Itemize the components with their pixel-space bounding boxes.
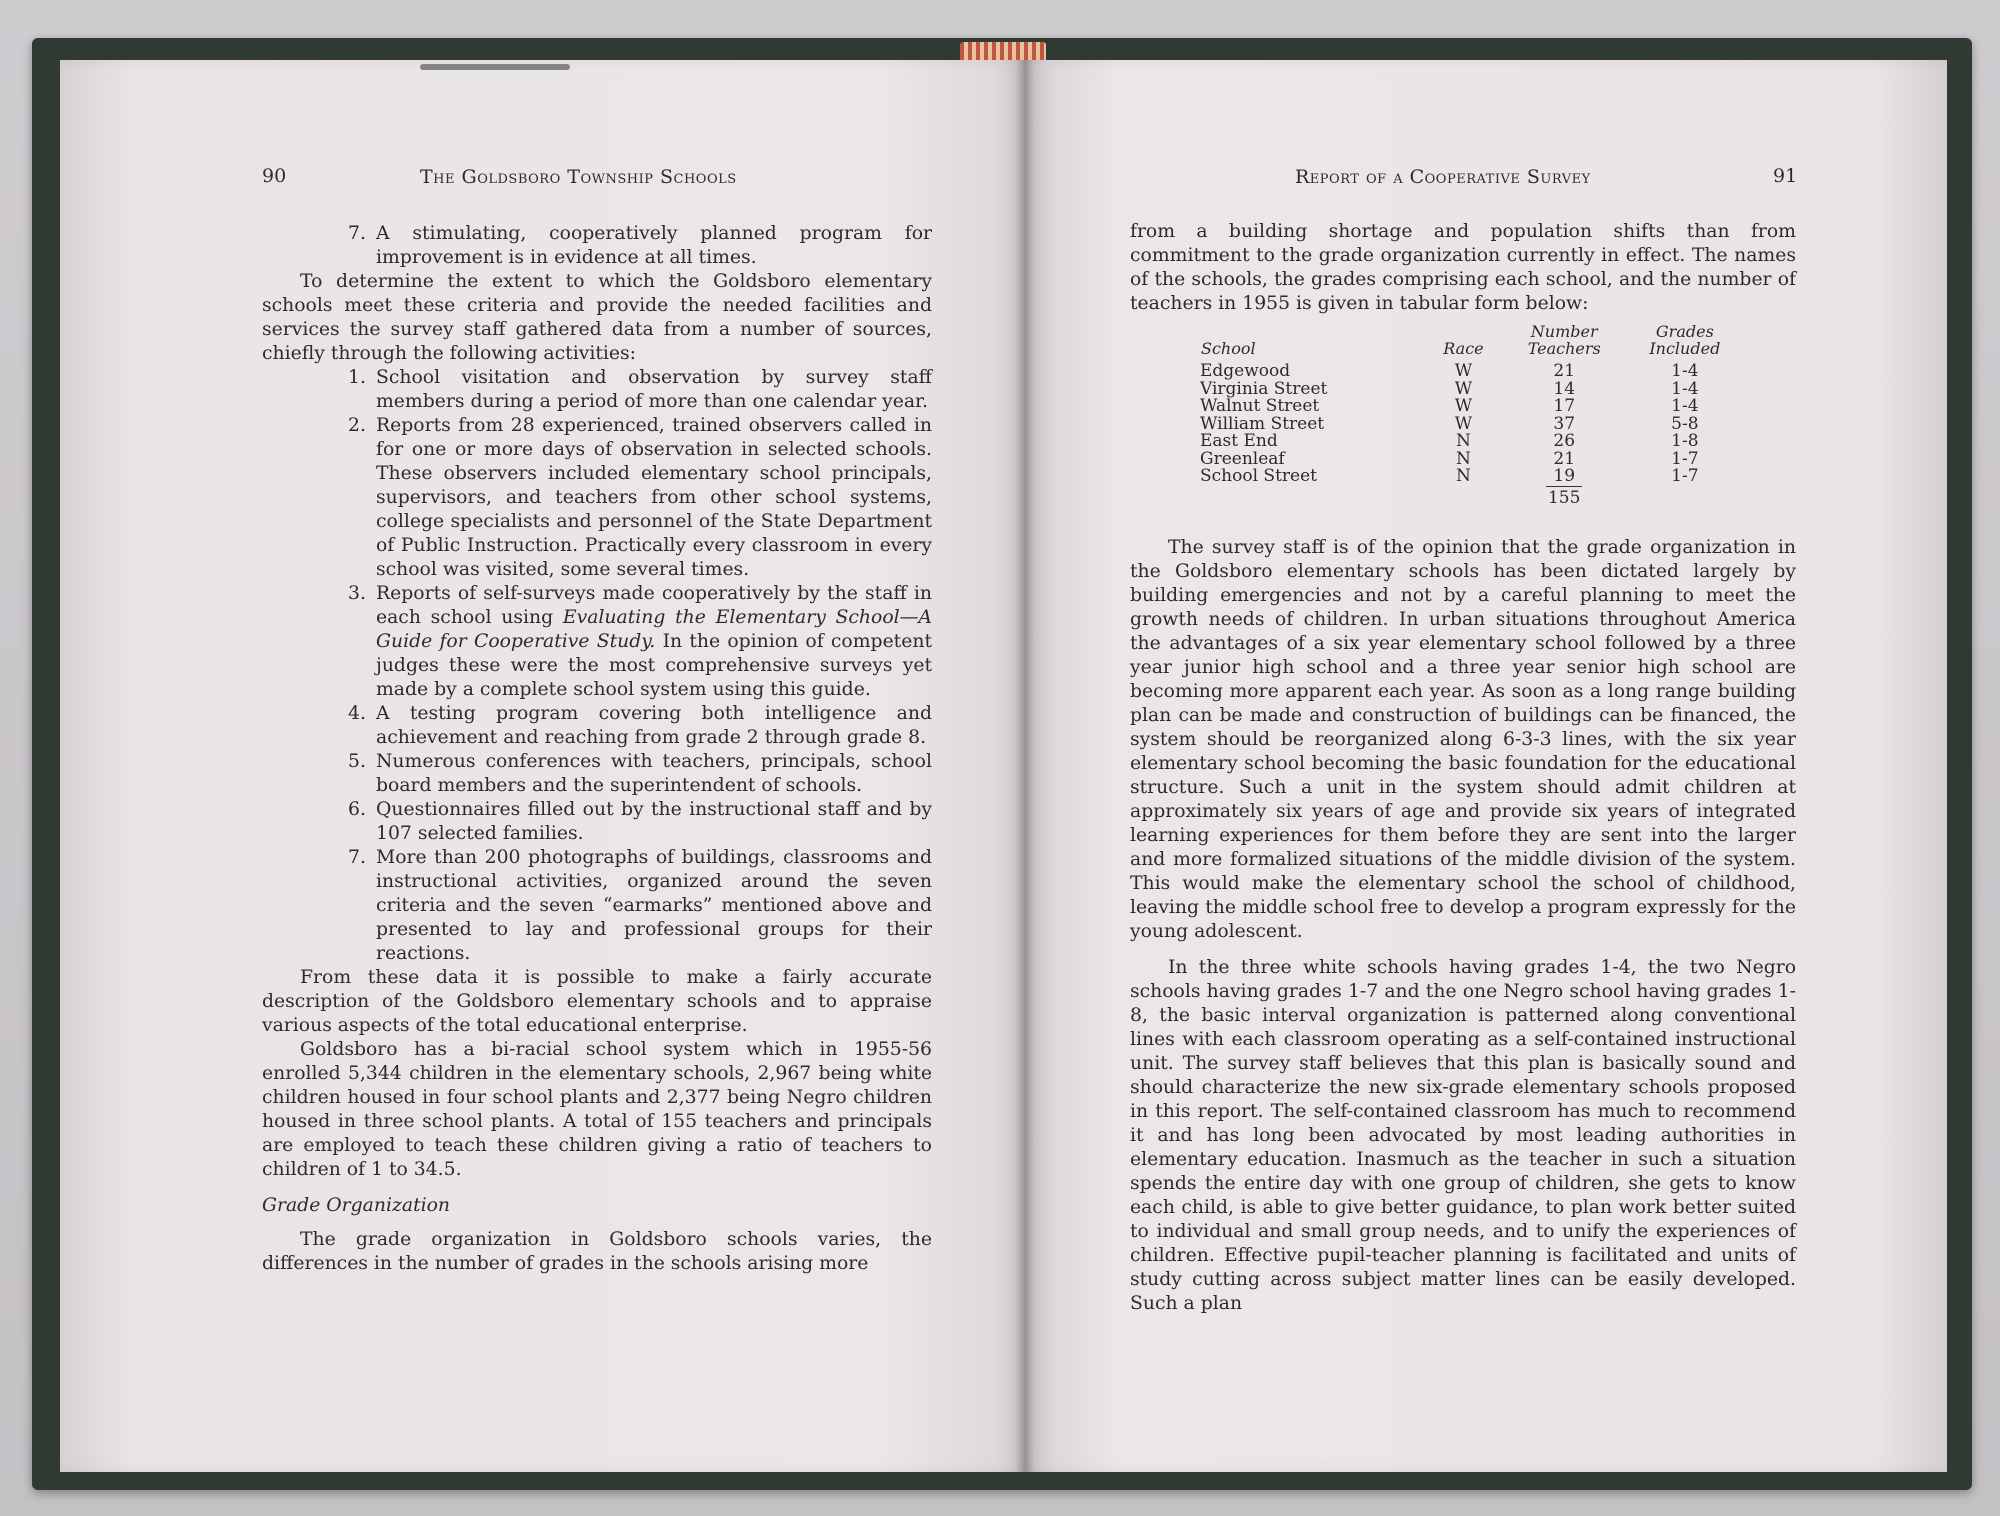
table-row: East End N 26 1-8 (1200, 431, 1699, 451)
table-row: William Street W 37 5-8 (1200, 413, 1699, 434)
list-item: 7. More than 200 photographs of buildings, classrooms and instructional activities, organized around the seven criteria and the seven “earmarks” mentioned above and presented to lay and professional groups for their reactions. (348, 847, 932, 964)
activities-list (262, 366, 932, 966)
paragraph: The grade organization in Goldsboro schools varies, the differences in the number of grades in the schools arising more (262, 1229, 932, 1274)
list-item: 5. Numerous conferences with teachers, principals, school board members and the superintendent of schools. (348, 751, 932, 796)
book-title-citation: Evaluating the Elementary School—A Guide for Cooperative Study. (376, 607, 932, 652)
table-header-row (1200, 322, 1750, 363)
list-item: 1. School visitation and observation by survey staff members during a period of more than one calendar year. (348, 367, 932, 412)
paragraph: From these data it is possible to make a fairly accurate description of the Goldsboro elementary schools and to appraise various aspects of the total educational enterprise. (262, 967, 932, 1036)
right-page-body (1130, 536, 1796, 1316)
header-race: Race (1443, 339, 1484, 358)
paragraph: The survey staff is of the opinion that the grade organization in the Goldsboro elementary schools has been dictated largely by building emergencies and not by a careful planning to meet the growth needs of children. In urban situations throughout America the advantages of a six year elementary school followed by a three year junior high school and a three year senior high school are becoming more apparent each year. As soon as a long range building plan can be made and construction of buildings can be financed, the system should be reorganized along 6-3-3 lines, with the six year elementary school becoming the basic foundation for the educational structure. Such a unit in the system should admit children at approximately six years of age and provide six years of integrated learning experiences for them before they are sent into the larger and more formalized situations of the middle division of the system. This would make the elementary school the school of childhood, leaving the middle school free to develop a program expressly for the young adolescent. (1130, 537, 1796, 942)
right-page-intro (1130, 220, 1796, 316)
teachers-total: 155 (1547, 487, 1581, 508)
table-row: Greenleaf N 21 1-7 (1200, 448, 1699, 469)
table-row: Edgewood W 21 1-4 (1200, 361, 1699, 381)
left-page-number: 90 (262, 165, 287, 187)
header-teachers: Number Teachers (1527, 322, 1601, 358)
list-item: 4. A testing program covering both intelligence and achievement and reaching from grade 2 through grade 8. (348, 703, 932, 748)
header-school: School (1201, 339, 1256, 358)
list-item: 2. Reports from 28 experienced, trained observers called in for one or more days of observation in selected schools. These observers included elementary school principals, supervisors, and teachers from other school systems, college specialists and personnel of the State Department of Public Instruction. Practically every classroom in every school was visited, some several times. (348, 415, 932, 580)
schools-table (1200, 322, 1750, 507)
book-gutter (1016, 60, 1034, 1472)
paragraph: from a building shortage and population shifts than from commitment to the grade organization currently in effect. The names of the schools, the grades comprising each school, and the number of teachers in 1955 is given in tabular form below: (1130, 221, 1796, 314)
section-heading: Grade Organization (262, 1195, 451, 1216)
paragraph: Goldsboro has a bi-racial school system which in 1955-56 enrolled 5,344 children in the elementary schools, 2,967 being white children housed in four school plants and 2,377 being Negro children housed in three school plants. A total of 155 teachers and principals are employed to teach these children giving a ratio of teachers to children of 1 to 34.5. (262, 1039, 932, 1180)
table-row: Virginia Street W 14 1-4 (1200, 378, 1699, 399)
paragraph: To determine the extent to which the Goldsboro elementary schools meet these criteria and provide the needed facilities and services the survey staff gathered data from a number of sources, chiefly through the following activities: (262, 271, 932, 364)
table-row: Walnut Street W 17 1-4 (1200, 396, 1699, 416)
page-edge-wear (420, 64, 570, 70)
list-item: 6. Questionnaires filled out by the instructional staff and by 107 selected families. (348, 799, 932, 844)
paragraph: In the three white schools having grades 1-4, the two Negro schools having grades 1-7 and the one Negro school having grades 1-8, the basic interval organization is patterned along conventional lines with each classroom operating as a self-contained instructional unit. The survey staff believes that this plan is basically sound and should characterize the new six-grade elementary schools proposed in this report. The self-contained classroom has much to recommend it and has long been advocated by most leading authorities in elementary education. Inasmuch as the teacher in such a situation spends the entire day with one group of children, she gets to know each child, is able to give better guidance, to plan work better suited to individual and small group needs, and to unify the experiences of children. Effective pupil-teacher planning is facilitated and units of study cutting across subject matter lines can be easily developed. Such a plan (1130, 957, 1796, 1314)
table-total-row (1200, 486, 1750, 508)
criteria-list-tail (262, 222, 932, 270)
left-running-head: The Goldsboro Township Schools (420, 166, 737, 188)
right-running-head: Report of a Cooperative Survey (1295, 166, 1591, 188)
list-item: 3. Reports of self-surveys made cooperatively by the staff in each school using Evaluating the Elementary School—A Guide for Cooperative Study. In the opinion of competent judges these were the most comprehensive surveys yet made by a complete school system using this guide. (348, 583, 932, 700)
criterion-item: 7. A stimulating, cooperatively planned program for improvement is in evidence at all times. (348, 223, 932, 268)
table-row: School Street N 19 1-7 (1200, 466, 1699, 486)
header-grades: Grades Included (1649, 322, 1721, 358)
left-page-body (262, 222, 932, 1276)
right-page-number: 91 (1773, 165, 1798, 187)
